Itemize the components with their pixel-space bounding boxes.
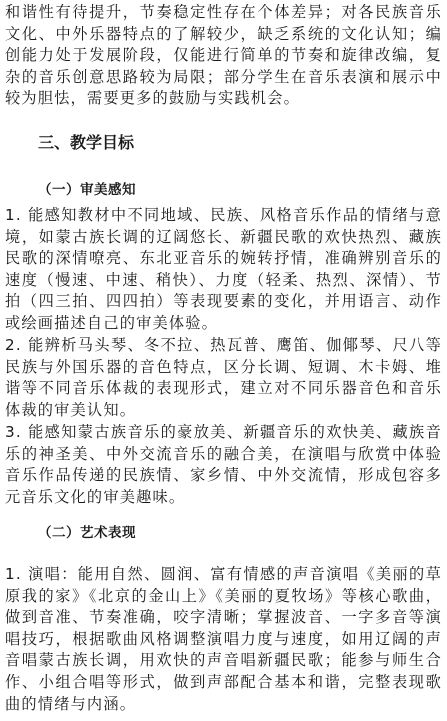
- intro-paragraph: 和谐性有待提升，节奏稳定性存在个体差异；对各民族音乐文化、中外乐器特点的了解较少，缺乏系统的文化认知；编创能力处于发展阶段，仅能进行简单的节奏和旋律改编，复杂的音乐创意思路较为局限；部分学生在音乐表演和展示中较为胆怯，需要更多的鼓励与实践机会。: [5, 3, 442, 108]
- list-item-aesthetic-3: 3. 能感知蒙古族音乐的豪放美、新疆音乐的欢快美、藏族音乐的神圣美、中外交流音乐的融合美，在演唱与欣赏中体验音乐作品传递的民族情、家乡情、中外交流情，形成包容多元音乐文化的审美趣味。: [5, 423, 442, 506]
- section-heading: 三、教学目标: [38, 133, 135, 152]
- list-item-aesthetic-1: 1. 能感知教材中不同地域、民族、风格音乐作品的情绪与意境，如蒙古族长调的辽阔悠长、新疆民歌的欢快热烈、藏族民歌的深情嘹亮、东北亚音乐的婉转抒情，准确辨别音乐的速度（慢速、中速、稍快）、力度（轻柔、热烈、深情）、节拍（四三拍、四四拍）等表现要素的变化，并用语言、动作或绘画描述自己的审美体验。: [5, 206, 442, 332]
- subsection-heading-performance: （二）艺术表现: [38, 525, 136, 541]
- list-item-aesthetic-2: 2. 能辨析马头琴、冬不拉、热瓦普、鹰笛、伽倻琴、尺八等民族与外国乐器的音色特点，区分长调、短调、木卡姆、堆谐等不同音乐体裁的表现形式，建立对不同乐器音色和音乐体裁的审美认知。: [5, 336, 442, 419]
- list-item-performance-1: 1. 演唱：能用自然、圆润、富有情感的声音演唱《美丽的草原我的家》《北京的金山上》《美丽的夏牧场》等核心歌曲，做到音准、节奏准确，咬字清晰；掌握波音、一字多音等演唱技巧，根据歌曲风格调整演唱力度与速度，如用辽阔的声音唱蒙古族长调，用欢快的声音唱新疆民歌；能参与师生合作、小组合唱等形式，做到声部配合基本和谐，完整表现歌曲的情绪与内涵。: [5, 565, 442, 713]
- subsection-heading-aesthetic: （一）审美感知: [38, 182, 136, 198]
